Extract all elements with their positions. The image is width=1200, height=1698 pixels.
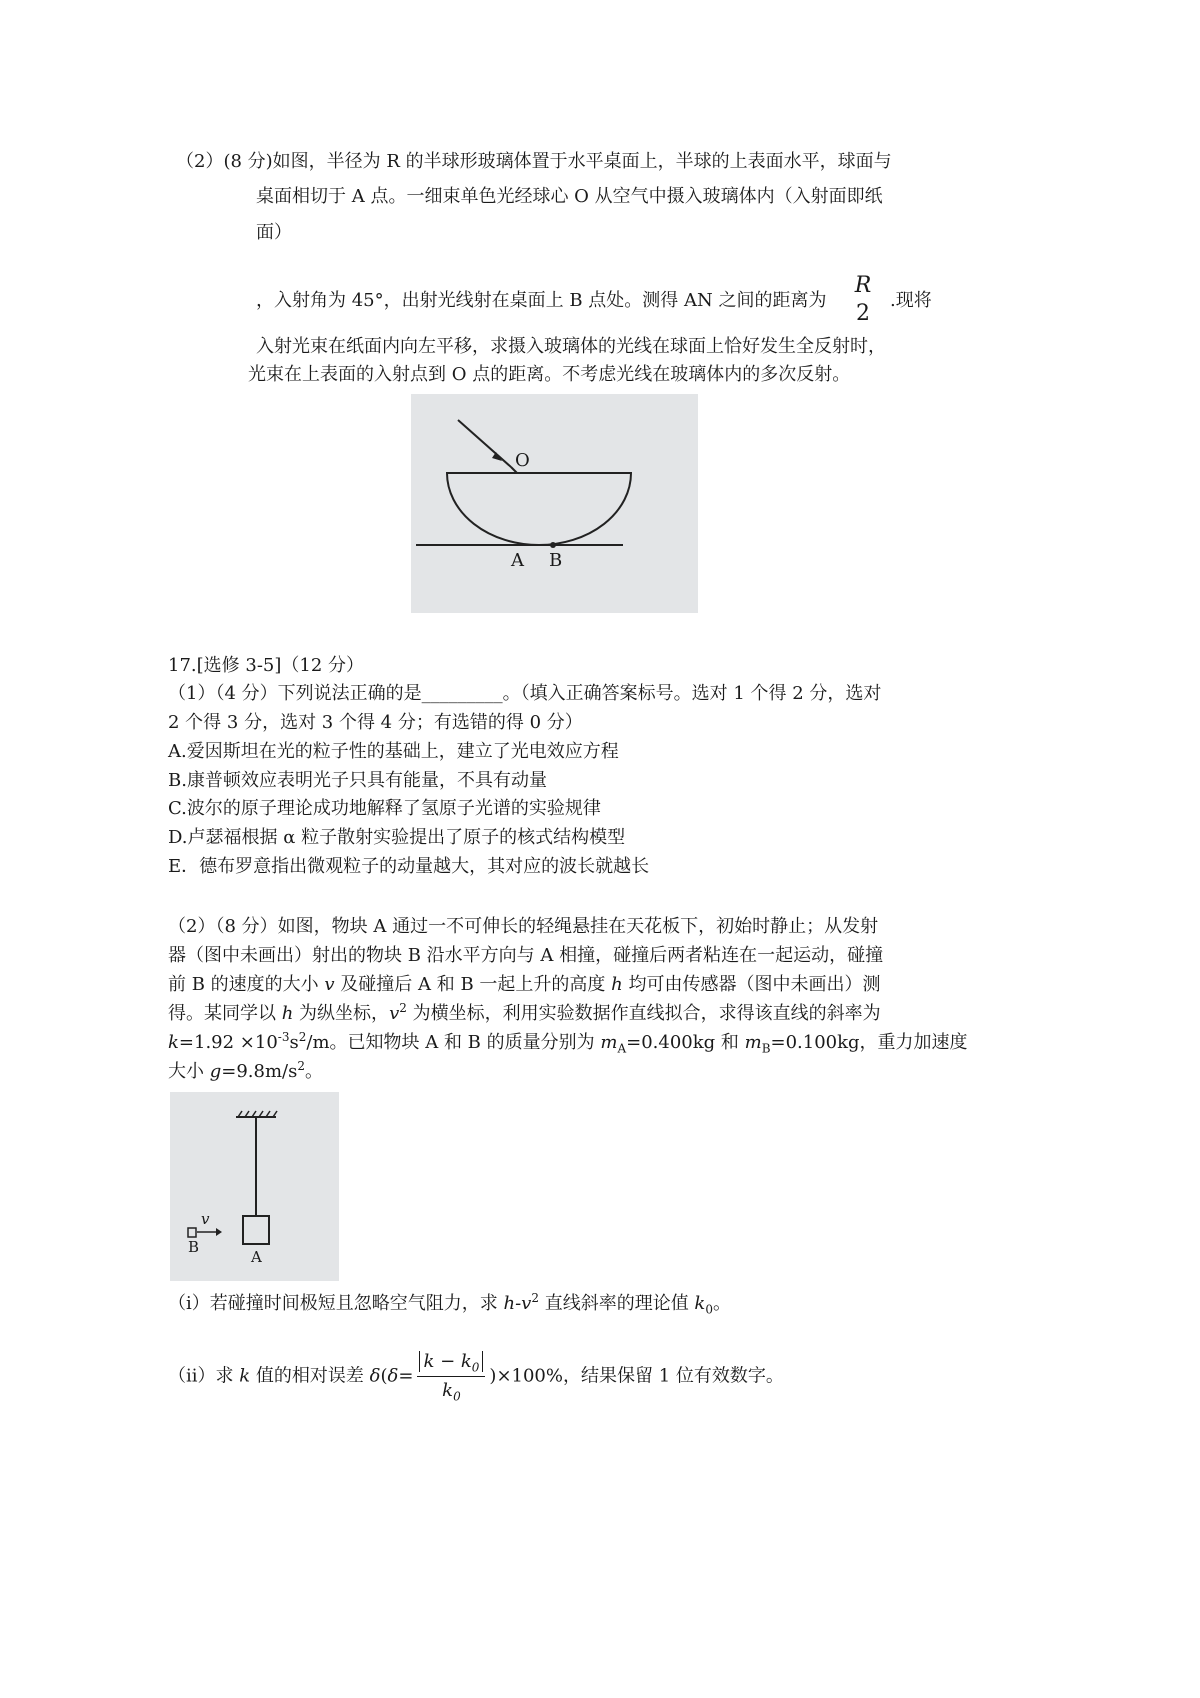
q16-part2-line6: 光束在上表面的入射点到 O 点的距离。不考虑光线在玻璃体内的多次反射。 xyxy=(248,364,851,385)
label-o: O xyxy=(515,450,530,471)
q16-part2-line5: 入射光束在纸面内向左平移，求摄入玻璃体的光线在球面上恰好发生全反射时， xyxy=(256,336,886,357)
q16-part2-line1: （2）(8 分)如图，半径为 R 的半球形玻璃体置于水平桌面上，半球的上表面水平，球面与 xyxy=(176,151,892,172)
q17-sub-ii xyxy=(168,1348,784,1405)
hemisphere-diagram xyxy=(411,394,698,613)
q16-line4-before: ，入射角为 45°，出射光线射在桌面上 B 点处。测得 AN 之间的距离为 xyxy=(256,290,827,311)
pendulum-figure xyxy=(170,1092,339,1281)
text-segment: 值的相对误差 xyxy=(250,1365,370,1387)
q17-part2-line1: （2）（8 分）如图，物块 A 通过一不可伸长的轻绳悬挂在天花板下，初始时静止；从发射 xyxy=(168,916,879,937)
q17-part1-line1: （1）（4 分）下列说法正确的是_________。（填入正确答案标号。选对 1 个得 2 分，选对 xyxy=(168,683,882,704)
text-segment: =0.400kg 和 xyxy=(626,1032,745,1053)
var-g: g xyxy=(209,1061,222,1082)
text-segment: 得。某同学以 xyxy=(168,1003,282,1024)
subscript: 0 xyxy=(471,1360,480,1375)
label-a: A xyxy=(251,1248,262,1266)
option-a: A.爱因斯坦在光的粒子性的基础上，建立了光电效应方程 xyxy=(168,741,619,762)
label-a: A xyxy=(511,550,524,571)
text-segment: ( xyxy=(380,1365,388,1387)
var-k: k xyxy=(168,1032,179,1053)
q17-part2-line2: 器（图中未画出）射出的物块 B 沿水平方向与 A 相撞，碰撞后两者粘连在一起运动，碰撞 xyxy=(168,945,884,966)
text-segment: 。 xyxy=(712,1293,731,1314)
text-segment: 为横坐标，利用实验数据作直线拟合，求得该直线的斜率为 xyxy=(406,1003,881,1024)
label-b: B xyxy=(188,1238,200,1256)
subscript: 0 xyxy=(453,1389,461,1404)
var-v: v xyxy=(389,1003,400,1024)
q17-heading: 17.[选修 3-5]（12 分） xyxy=(168,655,365,676)
q17-part2-line3 xyxy=(168,973,880,997)
text-segment: =1.92 ×10 xyxy=(178,1032,278,1053)
hemisphere-figure xyxy=(411,394,698,613)
text-segment: （i）若碰撞时间极短且忽略空气阻力，求 xyxy=(168,1293,504,1314)
numerator-text: k − k xyxy=(423,1351,472,1372)
text-segment: （ii）求 xyxy=(168,1365,240,1387)
absolute-value xyxy=(419,1351,483,1375)
var-delta: δ xyxy=(387,1365,399,1387)
text-segment: /m。已知物块 A 和 B 的质量分别为 xyxy=(306,1032,601,1053)
var-delta: δ xyxy=(369,1365,381,1387)
text-segment: 均可由传感器（图中未画出）测 xyxy=(622,974,881,995)
superscript: 2 xyxy=(399,1001,407,1015)
q17-part2-line5 xyxy=(168,1031,968,1055)
q16-part2-line2: 桌面相切于 A 点。一细束单色光经球心 O 从空气中摄入玻璃体内（入射面即纸 xyxy=(256,186,883,207)
text-segment: 。 xyxy=(304,1061,323,1082)
var-v: v xyxy=(324,974,335,995)
text-segment: =0.100kg，重力加速度 xyxy=(770,1032,968,1053)
var-m: m xyxy=(744,1032,762,1053)
text-segment: 及碰撞后 A 和 B 一起上升的高度 xyxy=(334,974,612,995)
q16-line4-after: .现将 xyxy=(890,290,932,311)
text-segment: 大小 xyxy=(168,1061,210,1082)
superscript: 2 xyxy=(298,1030,307,1044)
subscript: 0 xyxy=(705,1302,713,1317)
q16-part2-line3: 面） xyxy=(256,222,292,243)
var-h: h xyxy=(611,974,623,995)
var-k: k xyxy=(442,1380,454,1401)
var-h: h xyxy=(281,1003,294,1024)
option-b: B.康普顿效应表明光子只具有能量，不具有动量 xyxy=(168,770,547,791)
text-segment: =9.8m/s xyxy=(221,1061,298,1082)
option-d: D.卢瑟福根据 α 粒子散射实验提出了原子的核式结构模型 xyxy=(168,827,626,848)
fraction-numerator: R xyxy=(854,273,872,298)
label-v: v xyxy=(201,1210,210,1228)
text-segment: )×100%，结果保留 1 位有效数字。 xyxy=(489,1365,784,1387)
fraction-numerator xyxy=(417,1348,485,1376)
superscript: -3 xyxy=(277,1030,290,1044)
subscript: A xyxy=(617,1041,627,1056)
text-segment: 前 B 的速度的大小 xyxy=(168,974,325,995)
var-k: k xyxy=(239,1365,251,1387)
q17-part1-line2: 2 个得 3 分，选对 3 个得 4 分；有选错的得 0 分） xyxy=(168,712,583,733)
superscript: 2 xyxy=(531,1291,539,1305)
text-segment: = xyxy=(398,1365,414,1387)
option-c: C.波尔的原子理论成功地解释了氢原子光谱的实验规律 xyxy=(168,798,601,819)
superscript: 2 xyxy=(297,1059,305,1073)
fraction-r-over-2 xyxy=(850,272,876,328)
text-segment: s xyxy=(289,1032,299,1053)
q16-part2-line4 xyxy=(256,289,827,313)
q17-sub-i xyxy=(168,1292,731,1316)
text-segment: 为纵坐标， xyxy=(293,1003,390,1024)
label-b: B xyxy=(549,550,563,571)
subscript: B xyxy=(761,1041,771,1056)
relative-error-fraction xyxy=(417,1348,485,1405)
var-h-v: h-v xyxy=(503,1293,532,1314)
fraction-denominator xyxy=(417,1376,485,1405)
q17-part2-line6 xyxy=(168,1060,323,1084)
option-e: E．德布罗意指出微观粒子的动量越大，其对应的波长就越长 xyxy=(168,856,650,877)
text-segment: 直线斜率的理论值 xyxy=(538,1293,695,1314)
q17-part2-line4 xyxy=(168,1002,881,1026)
var-k: k xyxy=(694,1293,706,1314)
var-m: m xyxy=(600,1032,618,1053)
fraction-denominator: 2 xyxy=(856,301,870,326)
